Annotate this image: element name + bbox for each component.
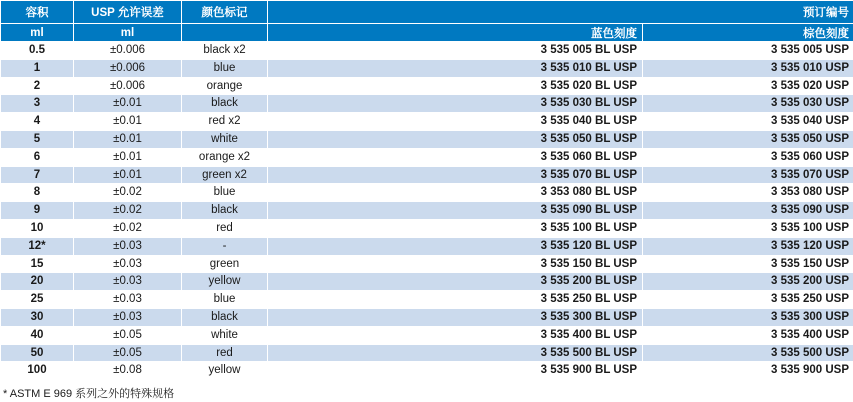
table-row [1, 202, 853, 219]
cell-volume: 0.5 [1, 42, 73, 59]
cell-color-code: yellow [182, 362, 267, 379]
table-row [1, 95, 853, 112]
table-row [1, 238, 853, 255]
cell-blue-scale-number: 3 535 150 BL USP [268, 256, 642, 273]
cell-volume: 12* [1, 238, 73, 255]
cell-volume: 8 [1, 184, 73, 201]
cell-brown-scale-number: 3 535 070 USP [643, 167, 853, 184]
cell-tolerance: ±0.05 [74, 327, 181, 344]
cell-blue-scale-number: 3 535 250 BL USP [268, 291, 642, 308]
cell-color-code: white [182, 131, 267, 148]
table-row [1, 327, 853, 344]
cell-color-code: - [182, 238, 267, 255]
cell-volume: 50 [1, 345, 73, 362]
cell-tolerance: ±0.08 [74, 362, 181, 379]
cell-volume: 20 [1, 273, 73, 290]
cell-tolerance: ±0.01 [74, 131, 181, 148]
table-row [1, 113, 853, 130]
cell-blue-scale-number: 3 535 090 BL USP [268, 202, 642, 219]
cell-volume: 3 [1, 95, 73, 112]
table-row [1, 184, 853, 201]
cell-brown-scale-number: 3 535 090 USP [643, 202, 853, 219]
table-row [1, 131, 853, 148]
cell-tolerance: ±0.006 [74, 42, 181, 59]
cell-volume: 1 [1, 60, 73, 77]
cell-brown-scale-number: 3 535 500 USP [643, 345, 853, 362]
header-empty [182, 24, 267, 41]
cell-blue-scale-number: 3 535 050 BL USP [268, 131, 642, 148]
cell-brown-scale-number: 3 535 150 USP [643, 256, 853, 273]
cell-blue-scale-number: 3 353 080 BL USP [268, 184, 642, 201]
cell-volume: 10 [1, 220, 73, 237]
cell-color-code: black x2 [182, 42, 267, 59]
cell-volume: 5 [1, 131, 73, 148]
cell-color-code: black [182, 309, 267, 326]
cell-blue-scale-number: 3 535 900 BL USP [268, 362, 642, 379]
cell-color-code: green [182, 256, 267, 273]
cell-color-code: green x2 [182, 167, 267, 184]
cell-color-code: black [182, 95, 267, 112]
cell-tolerance: ±0.006 [74, 60, 181, 77]
cell-blue-scale-number: 3 535 010 BL USP [268, 60, 642, 77]
cell-blue-scale-number: 3 535 100 BL USP [268, 220, 642, 237]
cell-blue-scale-number: 3 535 060 BL USP [268, 149, 642, 166]
cell-tolerance: ±0.006 [74, 78, 181, 95]
table-row [1, 42, 853, 59]
cell-tolerance: ±0.01 [74, 149, 181, 166]
table-row [1, 149, 853, 166]
table-row [1, 256, 853, 273]
cell-brown-scale-number: 3 535 120 USP [643, 238, 853, 255]
cell-volume: 15 [1, 256, 73, 273]
cell-brown-scale-number: 3 535 250 USP [643, 291, 853, 308]
table-row [1, 220, 853, 237]
cell-brown-scale-number: 3 535 100 USP [643, 220, 853, 237]
header-tolerance: USP 允许误差 [74, 1, 181, 23]
cell-brown-scale-number: 3 535 900 USP [643, 362, 853, 379]
table-row [1, 362, 853, 379]
cell-color-code: red x2 [182, 113, 267, 130]
cell-blue-scale-number: 3 535 040 BL USP [268, 113, 642, 130]
cell-tolerance: ±0.03 [74, 273, 181, 290]
cell-volume: 25 [1, 291, 73, 308]
cell-tolerance: ±0.05 [74, 345, 181, 362]
cell-color-code: white [182, 327, 267, 344]
cell-tolerance: ±0.03 [74, 238, 181, 255]
cell-volume: 6 [1, 149, 73, 166]
cell-blue-scale-number: 3 535 030 BL USP [268, 95, 642, 112]
cell-tolerance: ±0.02 [74, 202, 181, 219]
cell-blue-scale-number: 3 535 500 BL USP [268, 345, 642, 362]
table-row [1, 291, 853, 308]
cell-brown-scale-number: 3 535 060 USP [643, 149, 853, 166]
cell-color-code: yellow [182, 273, 267, 290]
cell-brown-scale-number: 3 535 005 USP [643, 42, 853, 59]
cell-blue-scale-number: 3 535 200 BL USP [268, 273, 642, 290]
cell-color-code: blue [182, 60, 267, 77]
cell-volume: 4 [1, 113, 73, 130]
header-volume: 容积 [1, 1, 73, 23]
cell-brown-scale-number: 3 535 300 USP [643, 309, 853, 326]
cell-volume: 2 [1, 78, 73, 95]
table-row [1, 78, 853, 95]
cell-volume: 7 [1, 167, 73, 184]
cell-brown-scale-number: 3 535 010 USP [643, 60, 853, 77]
cell-volume: 40 [1, 327, 73, 344]
cell-tolerance: ±0.02 [74, 184, 181, 201]
cell-brown-scale-number: 3 353 080 USP [643, 184, 853, 201]
header-color-code: 颜色标记 [182, 1, 267, 23]
header-unit-tolerance: ml [74, 24, 181, 41]
header-row-units [1, 24, 853, 41]
cell-brown-scale-number: 3 535 040 USP [643, 113, 853, 130]
table-row [1, 167, 853, 184]
cell-color-code: blue [182, 184, 267, 201]
cell-tolerance: ±0.03 [74, 291, 181, 308]
header-row-labels [1, 1, 853, 23]
cell-blue-scale-number: 3 535 120 BL USP [268, 238, 642, 255]
cell-color-code: orange x2 [182, 149, 267, 166]
cell-color-code: blue [182, 291, 267, 308]
cell-tolerance: ±0.01 [74, 167, 181, 184]
cell-brown-scale-number: 3 535 400 USP [643, 327, 853, 344]
cell-blue-scale-number: 3 535 400 BL USP [268, 327, 642, 344]
header-unit-volume: ml [1, 24, 73, 41]
cell-volume: 9 [1, 202, 73, 219]
cell-color-code: black [182, 202, 267, 219]
cell-color-code: red [182, 345, 267, 362]
cell-color-code: red [182, 220, 267, 237]
table-body [1, 42, 853, 379]
cell-tolerance: ±0.03 [74, 309, 181, 326]
header-blue-scale: 蓝色刻度 [268, 24, 642, 41]
cell-blue-scale-number: 3 535 005 BL USP [268, 42, 642, 59]
table-row [1, 273, 853, 290]
cell-brown-scale-number: 3 535 020 USP [643, 78, 853, 95]
cell-brown-scale-number: 3 535 050 USP [643, 131, 853, 148]
cell-tolerance: ±0.01 [74, 95, 181, 112]
cell-blue-scale-number: 3 535 070 BL USP [268, 167, 642, 184]
header-order-number: 预订编号 [268, 1, 853, 23]
table-row [1, 60, 853, 77]
cell-color-code: orange [182, 78, 267, 95]
cell-tolerance: ±0.03 [74, 256, 181, 273]
table-row [1, 345, 853, 362]
footnote: * ASTM E 969 系列之外的特殊规格 [3, 388, 175, 400]
cell-tolerance: ±0.02 [74, 220, 181, 237]
cell-brown-scale-number: 3 535 200 USP [643, 273, 853, 290]
table-header [1, 1, 853, 41]
cell-blue-scale-number: 3 535 300 BL USP [268, 309, 642, 326]
cell-volume: 30 [1, 309, 73, 326]
cell-blue-scale-number: 3 535 020 BL USP [268, 78, 642, 95]
header-brown-scale: 棕色刻度 [643, 24, 853, 41]
cell-brown-scale-number: 3 535 030 USP [643, 95, 853, 112]
table-row [1, 309, 853, 326]
cell-volume: 100 [1, 362, 73, 379]
cell-tolerance: ±0.01 [74, 113, 181, 130]
